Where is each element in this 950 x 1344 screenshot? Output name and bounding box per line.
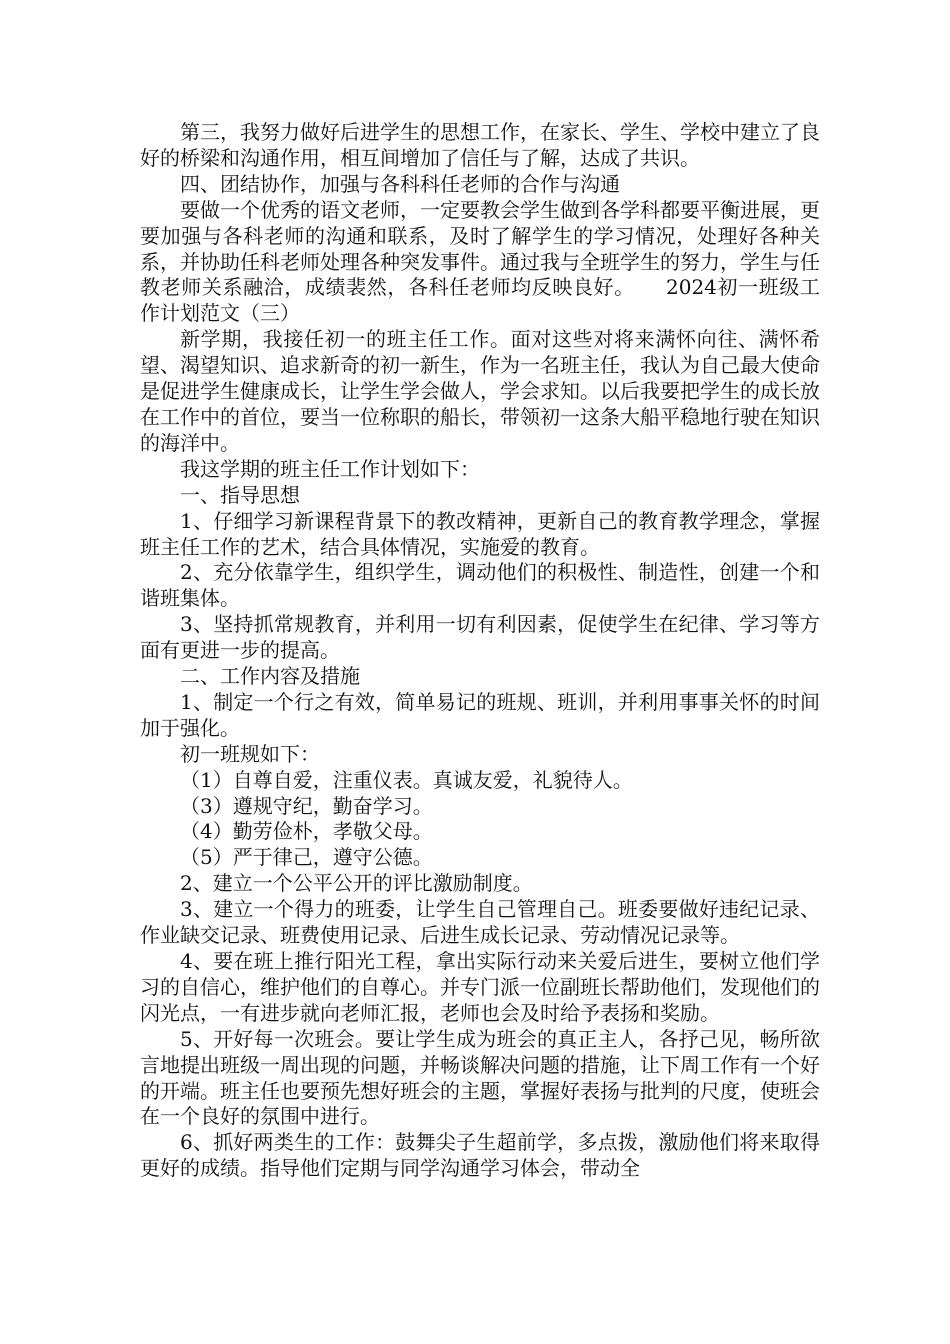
section-heading-work-content: 二、工作内容及措施 xyxy=(180,664,360,689)
class-rule-1: （1）自尊自爱，注重仪表。真诚友爱，礼貌待人。 xyxy=(180,767,633,792)
class-rules-intro: 初一班规如下： xyxy=(180,741,320,766)
paragraph-4: 新学期，我接任初一的班主任工作。面对这些对将来满怀向往、满怀希望、渴望知识、追求新奇的初一新生，作为一名班主任，我认为自己最大使命是促进学生健康成长，让学生学会做人，学会求知。以后我要把学生的成长放在工作中的首位，要当一位称职的船长，带领初一这条大船平稳地行驶在知识的海洋中。 xyxy=(140,327,820,455)
measure-6: 6、抓好两类生的工作：鼓舞尖子生超前学，多点拨，激励他们将来取得更好的成绩。指导他们定期与同学沟通学习体会，带动全 xyxy=(140,1130,820,1181)
section-heading-cooperation: 四、团结协作，加强与各科科任老师的合作与沟通 xyxy=(180,171,620,196)
paragraph-3: 要做一个优秀的语文老师，一定要教会学生做到各学科都要平衡进展，更要加强与各科老师的沟通和联系，及时了解学生的学习情况，处理好各种关系，并协助任科老师处理各种突发事件。通过我与全班学生的努力，学生与任教老师关系融洽，成绩裴然，各科任老师均反映良好。 2024初一班级工作计划范文（三） xyxy=(140,197,820,326)
list-item-3: 3、坚持抓常规教育，并利用一切有利因素，促使学生在纪律、学习等方面有更进一步的提高。 xyxy=(140,612,820,663)
measure-2: 2、建立一个公平公开的评比激励制度。 xyxy=(180,871,533,896)
plan-intro: 我这学期的班主任工作计划如下： xyxy=(180,456,480,481)
paragraph-1: 第三，我努力做好后进学生的思想工作，在家长、学生、学校中建立了良好的桥梁和沟通作用，相互间增加了信任与了解，达成了共识。 xyxy=(140,120,820,170)
document-page xyxy=(140,120,820,1182)
section-heading-guiding-thought: 一、指导思想 xyxy=(180,482,300,507)
measure-3: 3、建立一个得力的班委，让学生自己管理自己。班委要做好违纪记录、作业缺交记录、班费使用记录、后进生成长记录、劳动情况记录等。 xyxy=(140,897,820,948)
list-item-2: 2、充分依靠学生，组织学生，调动他们的积极性、制造性，创建一个和谐班集体。 xyxy=(140,560,820,611)
class-rule-4: （4）勤劳俭朴，孝敬父母。 xyxy=(180,819,433,844)
class-rule-5: （5）严于律己，遵守公德。 xyxy=(180,845,433,870)
class-rule-3: （3）遵规守纪，勤奋学习。 xyxy=(180,793,433,818)
measure-1: 1、制定一个行之有效，简单易记的班规、班训，并利用事事关怀的时间加于强化。 xyxy=(140,689,820,740)
measure-4: 4、要在班上推行阳光工程，拿出实际行动来关爱后进生，要树立他们学习的自信心，维护他们的自尊心。并专门派一位副班长帮助他们，发现他们的闪光点，一有进步就向老师汇报，老师也会及时给予表扬和奖励。 xyxy=(140,949,820,1025)
measure-5: 5、开好每一次班会。要让学生成为班会的真正主人，各抒己见，畅所欲言地提出班级一周出现的问题，并畅谈解决问题的措施，让下周工作有一个好的开端。班主任也要预先想好班会的主题，掌握好表扬与批判的尺度，使班会在一个良好的氛围中进行。 xyxy=(140,1026,820,1129)
list-item-1: 1、仔细学习新课程背景下的教改精神，更新自己的教育教学理念，掌握班主任工作的艺术，结合具体情况，实施爱的教育。 xyxy=(140,508,820,559)
